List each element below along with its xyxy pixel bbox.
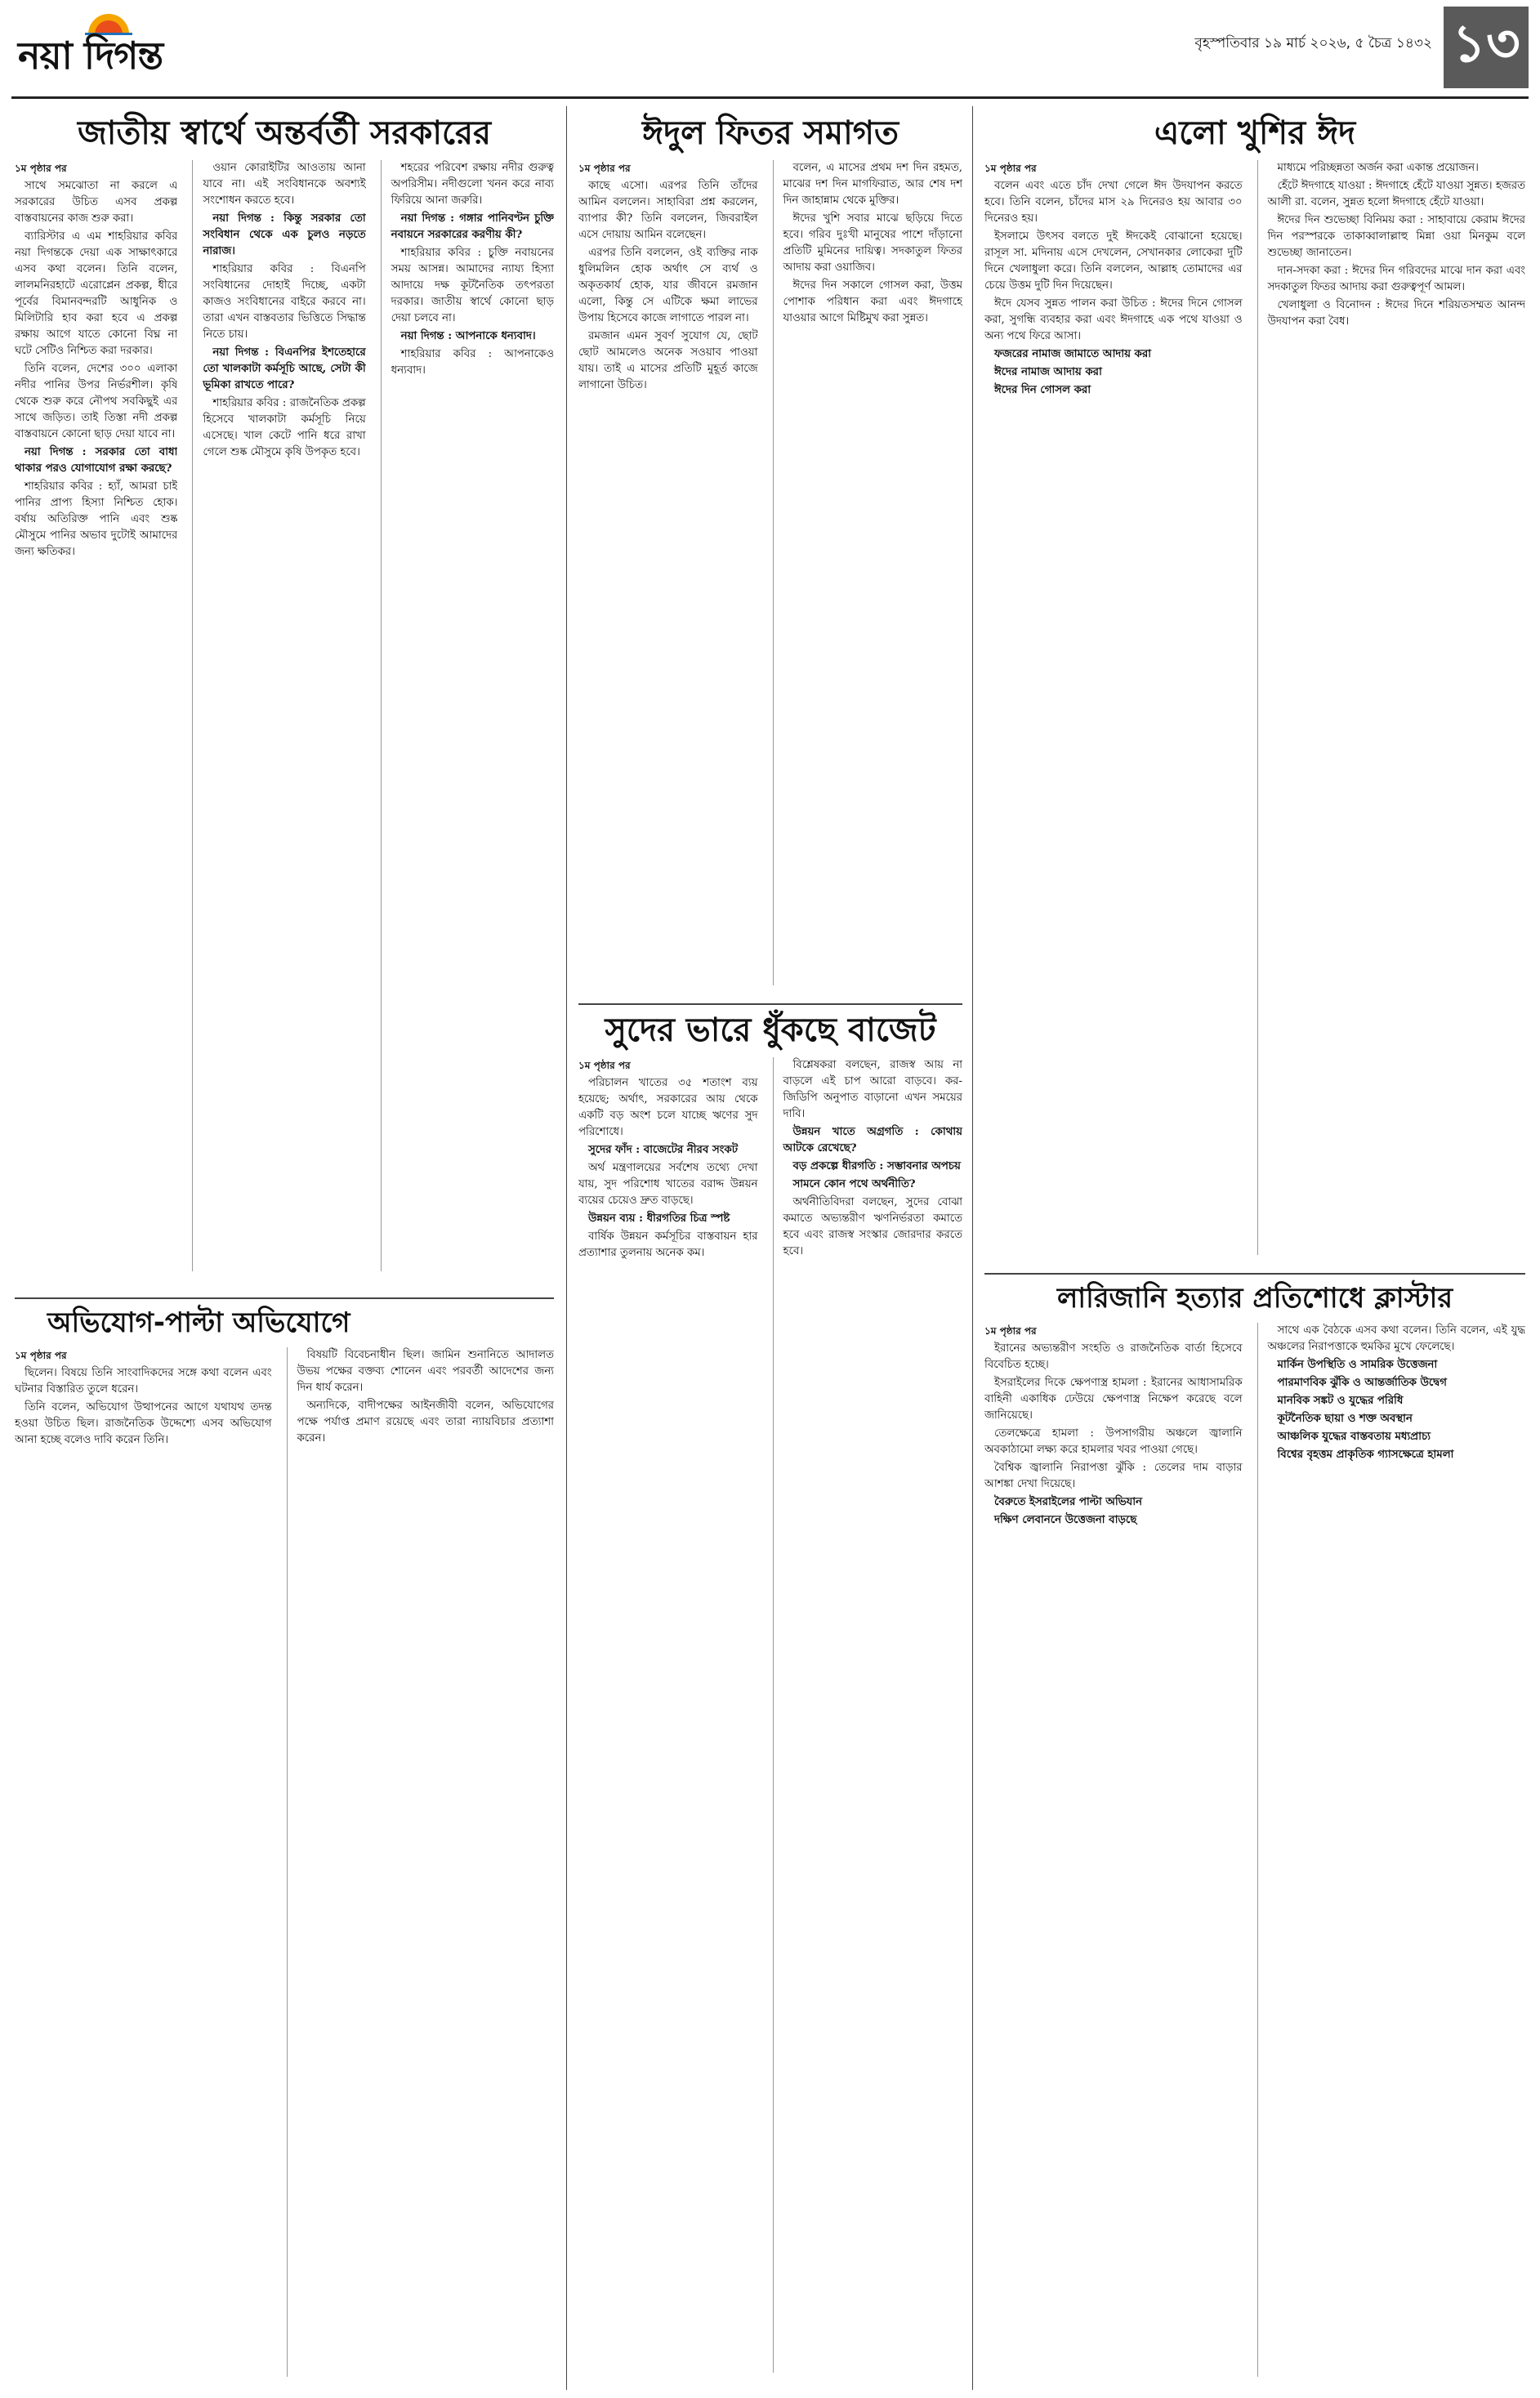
subheading: নয়া দিগন্ত : কিন্তু সরকার তো সংবিধান থেকে এক চুলও নড়তে নারাজ। [203,212,366,257]
paragraph: বিশ্লেষকরা বলছেন, রাজস্ব আয় না বাড়লে এই চাপ আরো বাড়বে। কর-জিডিপি অনুপাত বাড়ানো এখন সময়ের দাবি। [783,1059,962,1120]
page-number: ১৩ [1444,7,1529,88]
column-divider [566,106,567,2390]
paragraph: ওয়ান কোরাইটির আওতায় আনা যাবে না। এই সংবিধানকে অবশ্যই সংশোধন করতে হবে। [203,162,366,207]
paragraph: মাধ্যমে পরিচ্ছন্নতা অর্জন করা একান্ত প্রয়োজন। [1277,162,1479,174]
paragraph: অন্যদিকে, বাদীপক্ষের আইনজীবী বলেন, অভিযোগের পক্ষে পর্যাপ্ত প্রমাণ রয়েছে এবং তারা ন্যায়বিচার প্রত্যাশা করেন। [297,1400,554,1445]
subheading: পারমাণবিক ঝুঁকি ও আন্তর্জাতিক উদ্বেগ [1277,1377,1447,1390]
story-column [287,1347,555,2377]
paragraph: এরপর তিনি বললেন, ওই ব্যক্তির নাক ধুলিমলিন হোক অর্থাৎ সে ব্যর্থ ও অকৃতকার্য হোক, যার জীবনে রমজান এলো, কিন্তু সে এটিকে ক্ষমা লাভের উপায় হিসেবে কাজে লাগাতে পারল না। [578,247,758,324]
subheading: নয়া দিগন্ত : সরকার তো বাধা থাকার পরও যোগাযোগ রক্ষা করছে? [15,446,178,475]
paragraph: ব্যারিস্টার এ এম শাহরিয়ার কবির নয়া দিগন্তকে দেয়া এক সাক্ষাৎকারে এসব কথা বলেন। তিনি বলেন, লালমনিরহাটে এরোপ্লেন প্রকল্প, ধীরে পূর্বের বিমানবন্দরটি আধুনিক ও মিলিটারি হাব করা হবে এ প্রকল্প রক্ষায় আগে যাতে কোনো বিঘ্ন না ঘটে সেটিও নিশ্চিত করা দরকার। [15,230,178,357]
story-eid-gathering [578,114,962,997]
story-national-interest [15,114,554,1283]
paragraph: অর্থনীতিবিদরা বলছেন, সুদের বোঝা কমাতে অভ্যন্তরীণ ঋণনির্ভরতা কমাতে হবে এবং রাজস্ব সংস্কার জোরদার করতে হবে। [783,1196,962,1257]
masthead [0,0,1540,96]
story-column [1257,1323,1526,2377]
subheading: ফজরের নামাজ জামাতে আদায় করা [994,348,1151,360]
paragraph: শাহরিয়ার কবির : হ্যাঁ, আমরা চাই পানির প্রাপ্য হিস্যা নিশ্চিত হোক। বর্ষায় অতিরিক্ত পানি এবং শুষ্ক মৌসুমে পানির অভাব দুটোই আমাদের জন্য ক্ষতিকর। [15,480,178,558]
subheading: উন্নয়ন খাতে অগ্রগতি : কোথায় আটকে রেখেছে? [783,1126,962,1154]
story-divider [984,1273,1525,1275]
subheading: নয়া দিগন্ত : বিএনপির ইশতেহারে তো খালকাটা কর্মসূচি আছে, সেটা কী ভূমিকা রাখতে পারে? [203,346,366,391]
subheading: বিশ্বের বৃহত্তম প্রাকৃতিক গ্যাসক্ষেত্রে হামলা [1277,1449,1454,1462]
paragraph: দান-সদকা করা : ঈদের দিন গরিবদের মাঝে দান করা এবং সদকাতুল ফিতর আদায় করা গুরুত্বপূর্ণ আমল। [1267,265,1525,293]
paragraph: বলেন, এ মাসের প্রথম দশ দিন রহমত, মাঝের দশ দিন মাগফিরাত, আর শেষ দশ দিন জাহান্নাম থেকে মুক্তির। [783,162,962,207]
headline[interactable]: লারিজানি হত্যার প্রতিশোধে ক্লাস্টার [1056,1282,1453,1315]
story-divider [15,1297,554,1299]
paragraph: ঈদের খুশি সবার মাঝে ছড়িয়ে দিতে হবে। গরিব দুঃখী মানুষের পাশে দাঁড়ানো প্রতিটি মুমিনের দায়িত্ব। সদকাতুল ফিতর আদায় করা ওয়াজিব। [783,212,962,274]
subheading: নয়া দিগন্ত : গঙ্গার পানিবণ্টন চুক্তি নবায়নে সরকারের করণীয় কী? [391,212,554,241]
story-column [15,160,177,1271]
headline[interactable]: সুদের ভারে ধুঁকছে বাজেট [605,1011,936,1049]
subheading: বড় প্রকল্পে ধীরগতি : সম্ভাবনার অপচয় [792,1160,961,1172]
story-budget [578,1011,962,2384]
paragraph: বৈশ্বিক জ্বালানি নিরাপত্তা ঝুঁকি : তেলের দাম বাড়ার আশঙ্কা দেখা দিয়েছে। [984,1462,1243,1491]
continuation-label: ১ম পৃষ্ঠার পর [578,163,631,174]
headline[interactable]: ঈদুল ফিতর সমাগত [642,114,899,152]
subheading: ঈদের নামাজ আদায় করা [994,366,1102,378]
subheading: কূটনৈতিক ছায়া ও শক্ত অবস্থান [1277,1413,1413,1426]
dateline: বৃহস্পতিবার ১৯ মার্চ ২০২৬, ৫ চৈত্র ১৪৩২ [1194,35,1432,51]
column-divider [972,106,973,2390]
subheading: মার্কিন উপস্থিতি ও সামরিক উত্তেজনা [1277,1359,1438,1372]
paragraph: শাহরিয়ার কবির : রাজনৈতিক প্রকল্প হিসেবে খালকাটা কর্মসূচি নিয়ে এসেছে। খাল কেটে পানি ধরে রাখা গেলে শুষ্ক মৌসুমে কৃষি উপকৃত হবে। [203,397,366,458]
paragraph: শহরের পরিবেশ রক্ষায় নদীর গুরুত্ব অপরিসীম। নদীগুলো খনন করে নাব্য ফিরিয়ে আনা জরুরি। [391,162,554,207]
story-column [578,160,758,985]
story-column [578,1057,758,2373]
paragraph: বলেন এবং এতে চাঁদ দেখা গেলে ঈদ উদযাপন করতে হবে। তিনি বলেন, চাঁদের মাস ২৯ দিনেরও হয় আবার ৩০ দিনেরও হয়। [984,180,1243,225]
story-column [773,160,963,985]
paragraph: ঈদের দিন শুভেচ্ছা বিনিময় করা : সাহাবায়ে কেরাম ঈদের দিন পরস্পরকে তাকাব্বালাল্লাহু মিন্না ওয়া মিনকুম বলে শুভেচ্ছা জানাতেন। [1267,214,1525,259]
continuation-label: ১ম পৃষ্ঠার পর [984,163,1037,174]
paragraph: শাহরিয়ার কবির : আপনাকেও ধন্যবাদ। [391,348,554,377]
paragraph: ছিলেন। বিষয়ে তিনি সাংবাদিকদের সঙ্গে কথা বলেন এবং ঘটনার বিস্তারিত তুলে ধরেন। [15,1367,272,1396]
story-allegation [15,1307,554,2386]
paragraph: অর্থ মন্ত্রণালয়ের সর্বশেষ তথ্যে দেখা যায়, সুদ পরিশোধ খাতের বরাদ্দ উন্নয়ন ব্যয়ের চেয়েও দ্রুত বাড়ছে। [578,1162,758,1207]
paragraph: কাছে এসো। এরপর তিনি তাঁদের আমিন বললেন। সাহাবিরা প্রশ্ন করলেন, ব্যাপার কী? তিনি বললেন, জিবরাইল এসে দোয়ায় আমিন বলেছেন। [578,180,758,241]
headline[interactable]: এলো খুশির ঈদ [1154,114,1356,152]
story-larijani [984,1283,1525,2386]
paragraph: বার্ষিক উন্নয়ন কর্মসূচির বাস্তবায়ন হার প্রত্যাশার তুলনায় অনেক কম। [578,1230,758,1259]
story-column [381,160,554,1271]
subheading: নয়া দিগন্ত : আপনাকে ধন্যবাদ। [400,330,536,342]
headline[interactable]: জাতীয় স্বার্থে অন্তর্বর্তী সরকারের [77,114,492,152]
story-column [192,160,365,1271]
subheading: বৈরুতে ইসরাইলের পাল্টা অভিযান [994,1496,1142,1509]
continuation-label: ১ম পৃষ্ঠার পর [578,1060,631,1071]
paragraph: সাথে এক বৈঠকে এসব কথা বলেন। তিনি বলেন, এই যুদ্ধ অঞ্চলের নিরাপত্তাকে হুমকির মুখে ফেলেছে। [1267,1324,1525,1354]
paragraph: ইসলামে উৎসব বলতে দুই ঈদকেই বোঝানো হয়েছে। রাসূল সা. মদিনায় এসে দেখলেন, সেখানকার লোকেরা দুটি দিনে খেলাধুলা করে। তিনি বললেন, আল্লাহ তোমাদের এর চেয়ে উত্তম দুটি দিন দিয়েছেন। [984,230,1243,292]
subheading: সামনে কোন পথে অর্থনীতি? [792,1178,916,1190]
story-eid-joy [984,114,1525,1265]
continuation-label: ১ম পৃষ্ঠার পর [984,1325,1037,1337]
paragraph: পরিচালন খাতের ৩৫ শতাংশ ব্যয় হয়েছে; অর্থাৎ, সরকারের আয় থেকে একটি বড় অংশ চলে যাচ্ছে ঋণের সুদ পরিশোধে। [578,1077,758,1138]
subheading: ঈদের দিন গোসল করা [994,384,1091,396]
paragraph: শাহরিয়ার কবির : চুক্তি নবায়নের সময় আসন্ন। আমাদের ন্যায্য হিস্যা আদায়ে দক্ষ কূটনৈতিক তৎপরতা দরকার। জাতীয় স্বার্থে কোনো ছাড় দেয়া চলবে না। [391,247,554,324]
story-column [984,1323,1243,2377]
paragraph: খেলাধুলা ও বিনোদন : ঈদের দিনে শরিয়তসম্মত আনন্দ উদযাপন করা বৈধ। [1267,299,1525,328]
paragraph: সাথে সমঝোতা না করলে এ সরকারের উচিত এসব প্রকল্প বাস্তবায়নের কাজ শুরু করা। [15,180,178,225]
logo-text: নয়া দিগন্ত [18,33,163,78]
paragraph: তেলক্ষেত্রে হামলা : উপসাগরীয় অঞ্চলে জ্বালানি অবকাঠামো লক্ষ্য করে হামলার খবর পাওয়া গেছে। [984,1427,1243,1457]
continuation-label: ১ম পৃষ্ঠার পর [15,163,67,174]
subheading: আঞ্চলিক যুদ্ধের বাস্তবতায় মধ্যপ্রাচ্য [1277,1431,1431,1444]
subheading: মানবিক সঙ্কট ও যুদ্ধের পরিধি [1277,1395,1404,1408]
masthead-rule [11,96,1529,99]
story-column [773,1057,963,2373]
paragraph: রমজান এমন সুবর্ণ সুযোগ যে, ছোট ছোট আমলেও অনেক সওয়াব পাওয়া যায়। তাই এ মাসের প্রতিটি মুহূর্ত কাজে লাগানো উচিত। [578,330,758,391]
paragraph: হেঁটে ঈদগাহে যাওয়া : ঈদগাহে হেঁটে যাওয়া সুন্নত। হজরত আলী রা. বলেন, সুন্নত হলো ঈদগাহে হেঁটে যাওয়া। [1267,180,1525,208]
story-column [984,160,1243,1255]
paragraph: ঈদের দিন সকালে গোসল করা, উত্তম পোশাক পরিধান করা এবং ঈদগাহে যাওয়ার আগে মিষ্টিমুখ করা সুন্নত। [783,279,962,324]
paragraph: তিনি বলেন, অভিযোগ উত্থাপনের আগে যথাযথ তদন্ত হওয়া উচিত ছিল। রাজনৈতিক উদ্দেশ্যে এসব অভিযোগ আনা হচ্ছে বলেও দাবি করেন তিনি। [15,1401,272,1447]
paragraph: ইরানের অভ্যন্তরীণ সংহতি ও রাজনৈতিক বার্তা হিসেবে বিবেচিত হচ্ছে। [984,1342,1243,1372]
paragraph: শাহরিয়ার কবির : বিএনপি সংবিধানের দোহাই দিচ্ছে, একটা কাজও সংবিধানের বাইরে করবে না। তারা এখন বাস্তবতার ভিত্তিতে সিদ্ধান্ত নিতে চায়। [203,263,366,341]
paragraph: ঈদে যেসব সুন্নত পালন করা উচিত : ঈদের দিনে গোসল করা, সুগন্ধি ব্যবহার করা এবং ঈদগাহে এক পথে যাওয়া ও অন্য পথে ফিরে আসা। [984,297,1243,342]
subheading: সুদের ফাঁদ : বাজেটের নীরব সংকট [588,1144,738,1156]
subheading: উন্নয়ন ব্যয় : ধীরগতির চিত্র স্পষ্ট [588,1212,730,1225]
story-column [15,1347,272,2377]
story-divider [578,1003,962,1005]
paragraph: তিনি বলেন, দেশের ৩০০ এলাকা নদীর পানির উপর নির্ভরশীল। কৃষি থেকে শুরু করে নৌপথ সবকিছুই এর সাথে জড়িত। তাই তিস্তা নদী প্রকল্প বাস্তবায়নে কোনো ছাড় দেয়া যাবে না। [15,363,178,440]
paragraph: বিষয়টি বিবেচনাধীন ছিল। জামিন শুনানিতে আদালত উভয় পক্ষের বক্তব্য শোনেন এবং পরবর্তী আদেশের জন্য দিন ধার্য করেন। [297,1349,554,1395]
headline[interactable]: অভিযোগ-পাল্টা অভিযোগে [47,1306,350,1339]
story-column [1257,160,1526,1255]
continuation-label: ১ম পৃষ্ঠার পর [15,1350,67,1362]
subheading: দক্ষিণ লেবাননে উত্তেজনা বাড়ছে [994,1514,1137,1527]
paragraph: ইসরাইলের দিকে ক্ষেপণাস্ত্র হামলা : ইরানের আধাসামরিক বাহিনী একাধিক ঢেউয়ে ক্ষেপণাস্ত্র নিক্ষেপ করেছে বলে জানিয়েছে। [984,1377,1243,1422]
newspaper-logo[interactable] [18,10,190,77]
